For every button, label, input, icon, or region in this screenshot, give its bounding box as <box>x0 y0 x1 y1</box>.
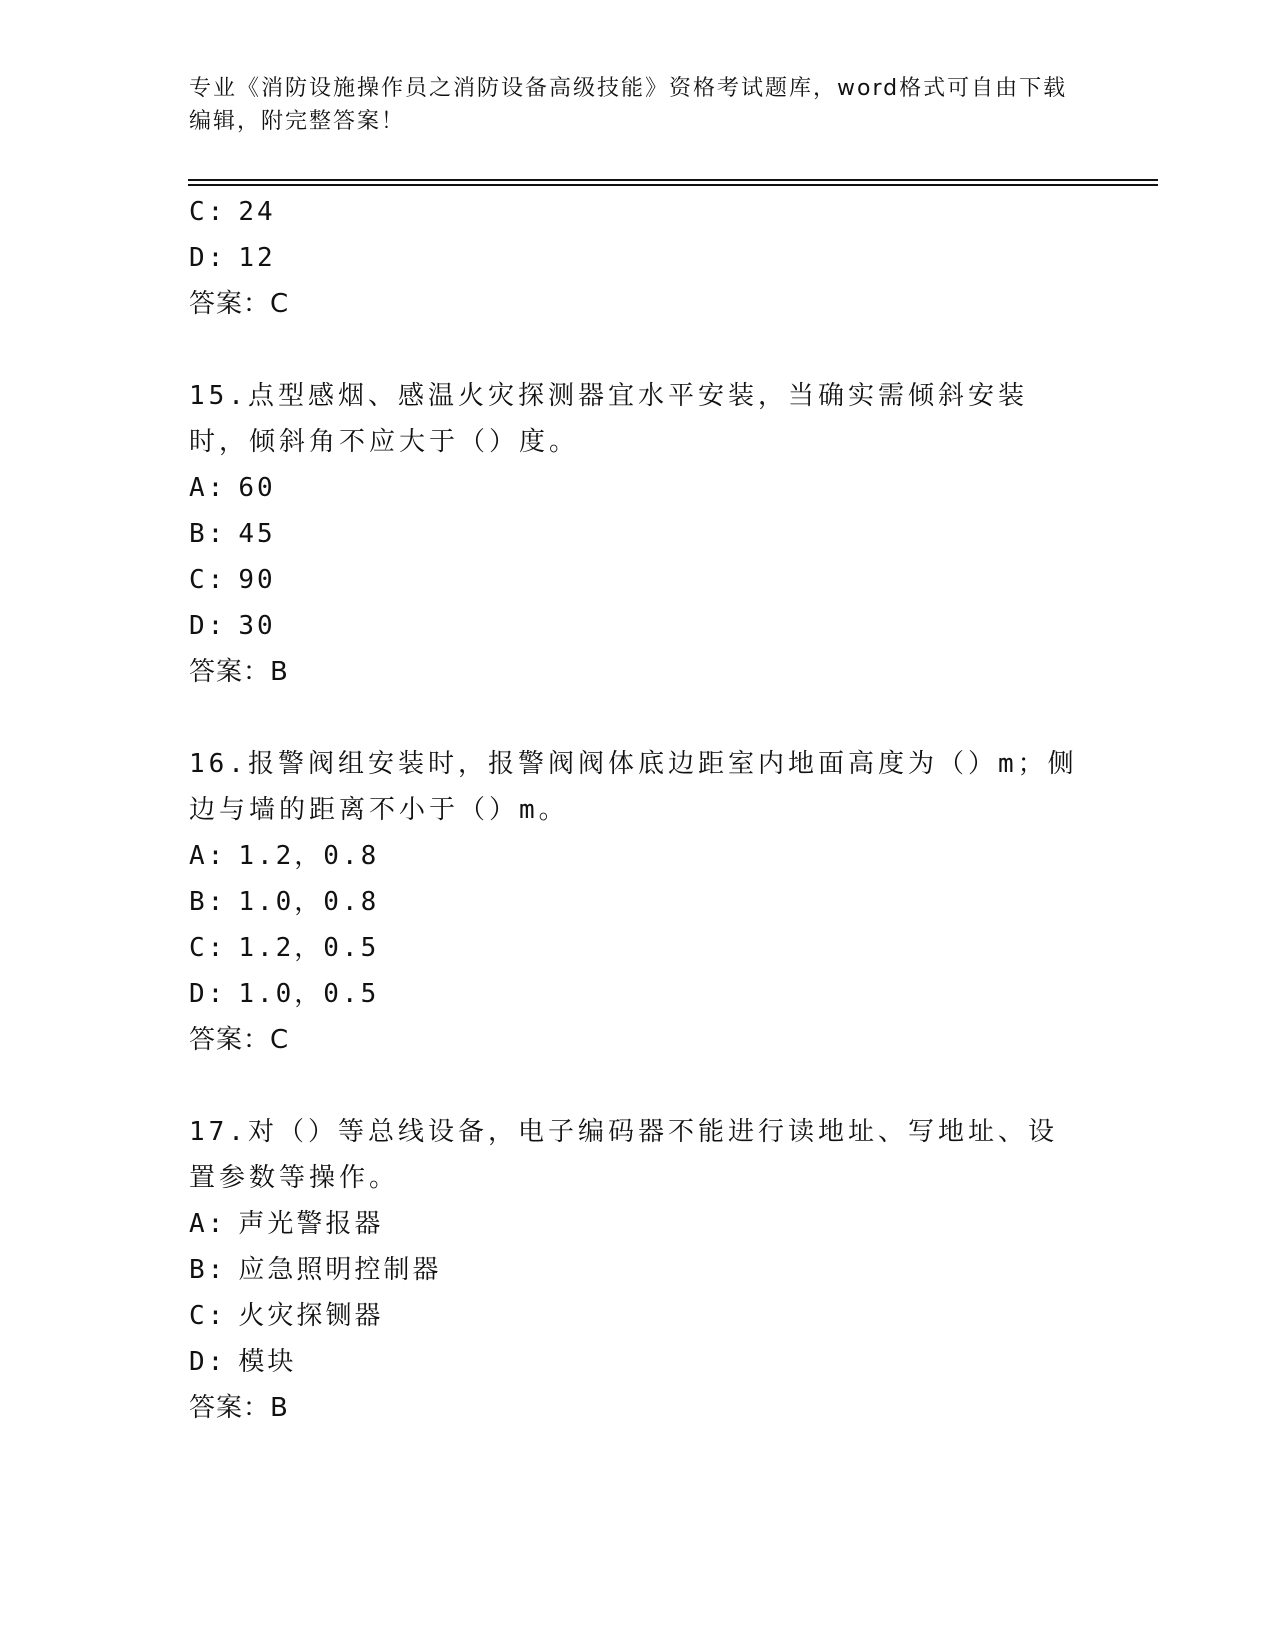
header-divider <box>188 179 1158 181</box>
option-c: C: 90 <box>189 565 276 595</box>
option-d: D: 12 <box>189 243 276 273</box>
question-text: 17.对（）等总线设备，电子编码器不能进行读地址、写地址、设置参数等操作。 <box>189 1117 1058 1193</box>
question-text: 15.点型感烟、感温火灾探测器宜水平安装，当确实需倾斜安装时，倾斜角不应大于（）度。 <box>189 381 1028 457</box>
option-c: C: 24 <box>189 197 276 227</box>
option-d: D: 30 <box>189 611 276 641</box>
option-c: C: 1.2，0.5 <box>189 933 380 963</box>
answer-line: 答案：C <box>189 289 290 319</box>
option-a: A: 声光警报器 <box>189 1209 384 1239</box>
option-c: C: 火灾探铡器 <box>189 1301 384 1331</box>
option-b: B: 1.0，0.8 <box>189 887 380 917</box>
question-list <box>189 189 1089 1431</box>
option-d: D: 模块 <box>189 1347 297 1377</box>
option-a: A: 1.2，0.8 <box>189 841 380 871</box>
header-divider-second <box>188 184 1158 186</box>
answer-line: 答案：B <box>189 657 289 687</box>
answer-line: 答案：B <box>189 1393 289 1423</box>
document-header: 专业《消防设施操作员之消防设备高级技能》资格考试题库，word格式可自由下载编辑，附完整答案！ <box>189 76 1068 134</box>
option-b: B: 应急照明控制器 <box>189 1255 442 1285</box>
option-a: A: 60 <box>189 473 276 503</box>
question-text: 16.报警阀组安装时，报警阀阀体底边距室内地面高度为（）m；侧边与墙的距离不小于（）m。 <box>189 749 1078 825</box>
option-b: B: 45 <box>189 519 276 549</box>
answer-line: 答案：C <box>189 1025 290 1055</box>
option-d: D: 1.0，0.5 <box>189 979 380 1009</box>
